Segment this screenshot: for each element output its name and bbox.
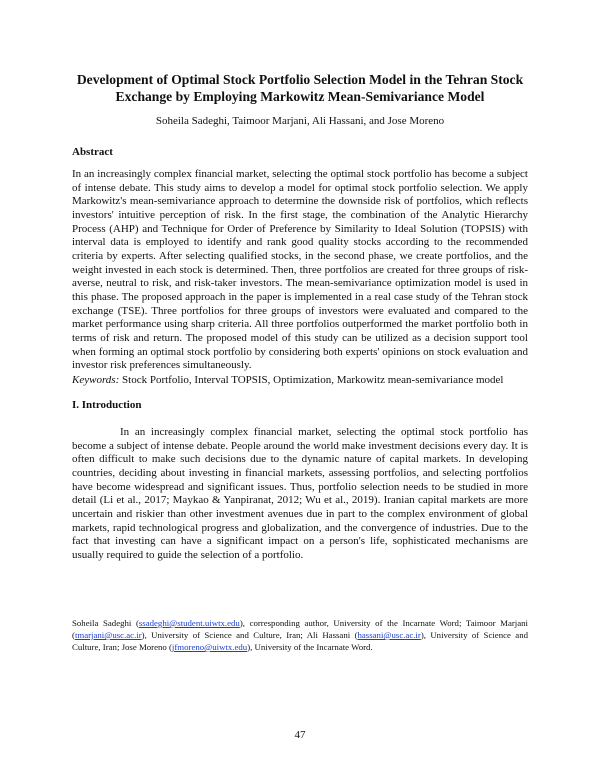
abstract-text: In an increasingly complex financial market, selecting the optimal stock portfolio has become a subject of intense debate. This study aims to develop a model for optimal stock portfolio selection. We apply Markowitz's mean-semivariance approach to determine the downside risk of portfolios, which reflects investors' intuitive perception of risk. In the first stage, the combination of the Analytic Hierarchy Process (AHP) and Technique for Order of Preference by Similarity to Ideal Solution (TOPSIS) with interval data is employed to identify and rank good quality stocks according to the recommended criteria by experts. After selecting qualified stocks, in the second phase, we create portfolios, and the weight invested in each stock is determined. Then, three portfolios are created for three groups of risk-averse, neutral to risk, and risk-taker investors. The mean-semivariance optimization model is used in this phase. The proposed approach in the paper is implemented in a real case study of the Tehran stock exchange (TSE). Three portfolios for three groups of investors were evaluated and compared to the market performance using sharp criteria. All three portfolios outperformed the market portfolio both in terms of risk and return. The proposed model of this study can be utilized as a decision support tool when forming an optimal stock portfolio by considering both experts' opinions on stock evaluation and investor risk preferences simultaneously. bbox=[72, 168, 528, 372]
introduction-text: In an increasingly complex financial market, selecting the optimal stock portfolio has become a subject of intense debate. People around the world make investment decisions every day. It is often difficult to make such decisions due to the dynamic nature of capital markets. In developing countries, deciding about investing in financial markets, assessing portfolios, and selecting portfolios have become widespread and significant issues. Thus, portfolio selection needs to be studied in more detail (Li et al., 2017; Maykao & Yanpiranat, 2012; Wu et al., 2019). Iranian capital markets are more uncertain and riskier than other investment avenues due in part to the complex environment of global markets, rapid technological progress and globalization, and the convergence of industries. Due to the fact that investing can have a significant impact on a person's life, sophisticated mechanisms are usually required to guide the selection of a portfolio. bbox=[72, 426, 528, 561]
footnote-text: ), University of the Incarnate Word. bbox=[247, 642, 373, 652]
footnote-text: Soheila Sadeghi ( bbox=[72, 618, 139, 628]
author-list: Soheila Sadeghi, Taimoor Marjani, Ali Hassani, and Jose Moreno bbox=[155, 115, 445, 127]
footnote-text: ), corresponding author, University of the Incarnate Word; Taimoor Marjani ( bbox=[72, 618, 528, 640]
paper-title: Development of Optimal Stock Portfolio Selection Model in the Tehran Stock Exchange by Employing Markowitz Mean-Semivariance Model bbox=[76, 72, 524, 104]
email-link-hassani[interactable]: hassani@usc.ac.ir bbox=[357, 630, 421, 640]
keywords-label: Keywords: bbox=[72, 374, 120, 386]
footnote-text: ), University of Science and Culture, Iran; Jose Moreno ( bbox=[72, 630, 528, 652]
introduction-heading: I. Introduction bbox=[72, 399, 142, 411]
email-link-moreno[interactable]: jfmoreno@uiwtx.edu bbox=[171, 642, 248, 652]
email-link-marjani[interactable]: tmarjani@usc.ac.ir bbox=[74, 630, 142, 640]
email-link-sadeghi[interactable]: ssadeghi@student.uiwtx.edu bbox=[138, 618, 240, 628]
abstract-heading: Abstract bbox=[72, 146, 113, 158]
author-footnote bbox=[72, 617, 528, 653]
page-number: 47 bbox=[294, 729, 306, 741]
keywords-text: Stock Portfolio, Interval TOPSIS, Optimization, Markowitz mean-semivariance model bbox=[122, 374, 504, 386]
keywords bbox=[72, 374, 528, 386]
footnote-text: ), University of Science and Culture, Iran; Ali Hassani ( bbox=[141, 630, 358, 640]
